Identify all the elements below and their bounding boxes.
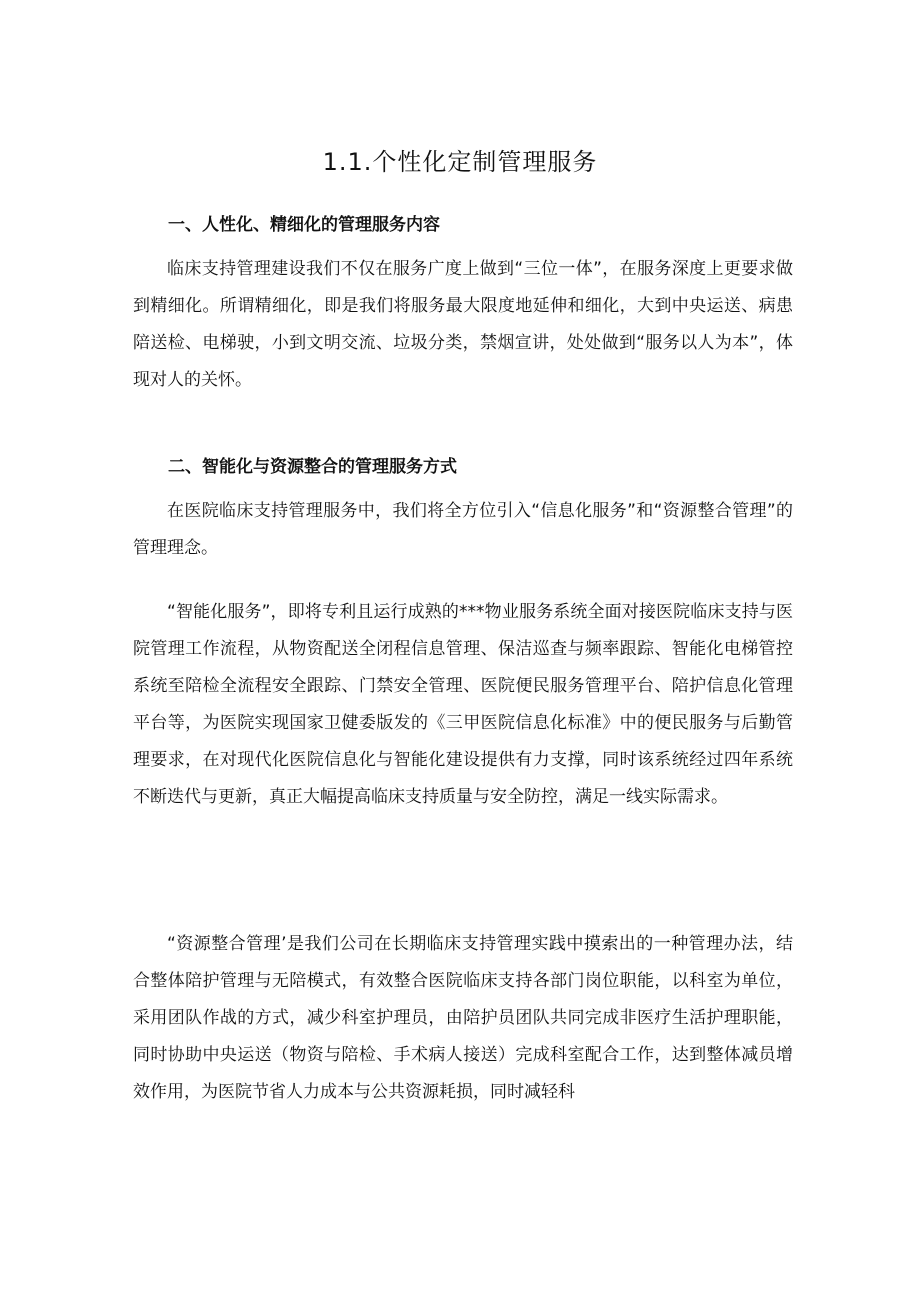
paragraph-2: 在医院临床支持管理服务中，我们将全方位引入“信息化服务”和“资源整合管理”的管理理念。 — [133, 501, 793, 558]
section-heading-2: 二、智能化与资源整合的管理服务方式 — [168, 457, 457, 477]
paragraph-1: 临床支持管理建设我们不仅在服务广度上做到“三位一体”，在服务深度上更要求做到精细化。所谓精细化，即是我们将服务最大限度地延伸和细化，大到中央运送、病患陪送检、电梯驶，小到文明交流、垃圾分类，禁烟宣讲，处处做到“服务以人为本”，体现对人的关怀。 — [133, 259, 793, 390]
paragraph-3: “智能化服务”，即将专利且运行成熟的***物业服务系统全面对接医院临床支持与医院管理工作流程，从物资配送全闭程信息管理、保洁巡查与频率跟踪、智能化电梯管控系统至陪检全流程安全跟踪、门禁安全管理、医院便民服务管理平台、陪护信息化管理平台等，为医院实现国家卫健委版发的《三甲医院信息化标准》中的便民服务与后勤管理要求，在对现代化医院信息化与智能化建设提供有力支撑，同时该系统经过四年系统不断迭代与更新，真正大幅提高临床支持质量与安全防控，满足一线实际需求。 — [133, 602, 793, 807]
page-title: 1.1.个性化定制管理服务 — [322, 148, 598, 176]
section-heading-1: 一、人性化、精细化的管理服务内容 — [168, 215, 440, 235]
paragraph-4: “资源整合管理’是我们公司在长期临床支持管理实践中摸索出的一种管理办法，结合整体陪护管理与无陪模式，有效整合医院临床支持各部门岗位职能，以科室为单位，采用团队作战的方式，减少科室护理员，由陪护员团队共同完成非医疗生活护理职能，同时协助中央运送（物资与陪检、手术病人接送）完成科室配合工作，达到整体减员增效作用，为医院节省人力成本与公共资源耗损，同时减轻科 — [133, 934, 793, 1102]
